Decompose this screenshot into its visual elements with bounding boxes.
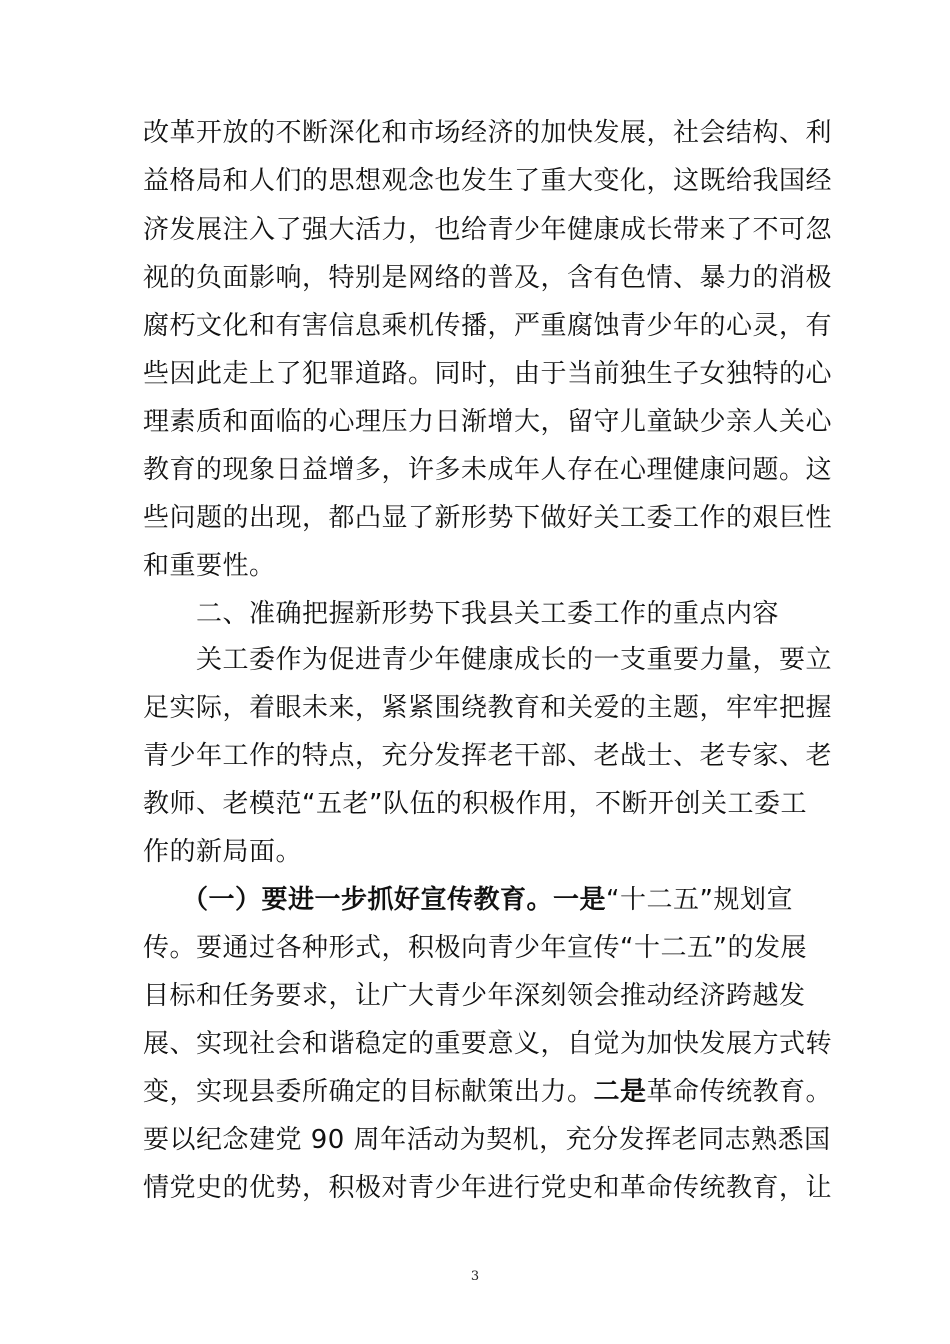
paragraph-line: 关工委作为促进青少年健康成长的一支重要力量，要立 <box>196 645 833 675</box>
paragraph-line: 青少年工作的特点，充分发挥老干部、老战士、老专家、老 <box>143 741 833 771</box>
paragraph-line: 教师、老模范“五老”队伍的积极作用，不断开创关工委工 <box>143 789 807 819</box>
inline-text: “十二五”规划宣 <box>606 885 793 915</box>
point-marker: 一是 <box>553 885 607 915</box>
paragraph-line: 腐朽文化和有害信息乘机传播，严重腐蚀青少年的心灵，有 <box>143 311 833 341</box>
paragraph-line: 些因此走上了犯罪道路。同时，由于当前独生子女独特的心 <box>143 359 833 389</box>
paragraph-line: 要以纪念建党 90 周年活动为契机，充分发挥老同志熟悉国 <box>143 1125 831 1155</box>
point-marker: 二是 <box>593 1077 647 1107</box>
paragraph-line: 教育的现象日益增多，许多未成年人存在心理健康问题。这 <box>143 455 833 485</box>
paragraph-line <box>143 1068 833 1116</box>
paragraph-line: 理素质和面临的心理压力日渐增大，留守儿童缺少亲人关心 <box>143 407 833 437</box>
page-number: 3 <box>470 1269 480 1284</box>
inline-text: 变，实现县委所确定的目标献策出力。 <box>143 1077 594 1107</box>
paragraph-line: 作的新局面。 <box>143 837 303 867</box>
section-heading: 二、准确把握新形势下我县关工委工作的重点内容 <box>196 599 780 629</box>
paragraph-line: 益格局和人们的思想观念也发生了重大变化，这既给我国经 <box>143 166 833 196</box>
paragraph-line: 改革开放的不断深化和市场经济的加快发展，社会结构、利 <box>143 118 833 148</box>
paragraph-line: 济发展注入了强大活力，也给青少年健康成长带来了不可忽 <box>143 215 833 245</box>
paragraph-line: 些问题的出现，都凸显了新形势下做好关工委工作的艰巨性 <box>143 503 833 533</box>
paragraph-line: 情党史的优势，积极对青少年进行党史和革命传统教育，让 <box>143 1173 833 1203</box>
paragraph-line: 视的负面影响，特别是网络的普及，含有色情、暴力的消极 <box>143 263 833 293</box>
paragraph-line: 足实际，着眼未来，紧紧围绕教育和关爱的主题，牢牢把握 <box>143 693 833 723</box>
subsection-heading: （一）要进一步抓好宣传教育。 <box>182 885 554 915</box>
paragraph-line: 展、实现社会和谐稳定的重要意义，自觉为加快发展方式转 <box>143 1029 833 1059</box>
paragraph-line: 传。要通过各种形式，积极向青少年宣传“十二五”的发展 <box>143 933 807 963</box>
paragraph-line: 目标和任务要求，让广大青少年深刻领会推动经济跨越发 <box>143 981 806 1011</box>
inline-text: 革命传统教育。 <box>646 1077 833 1107</box>
subsection-line <box>182 876 852 924</box>
paragraph-line: 和重要性。 <box>143 551 276 581</box>
